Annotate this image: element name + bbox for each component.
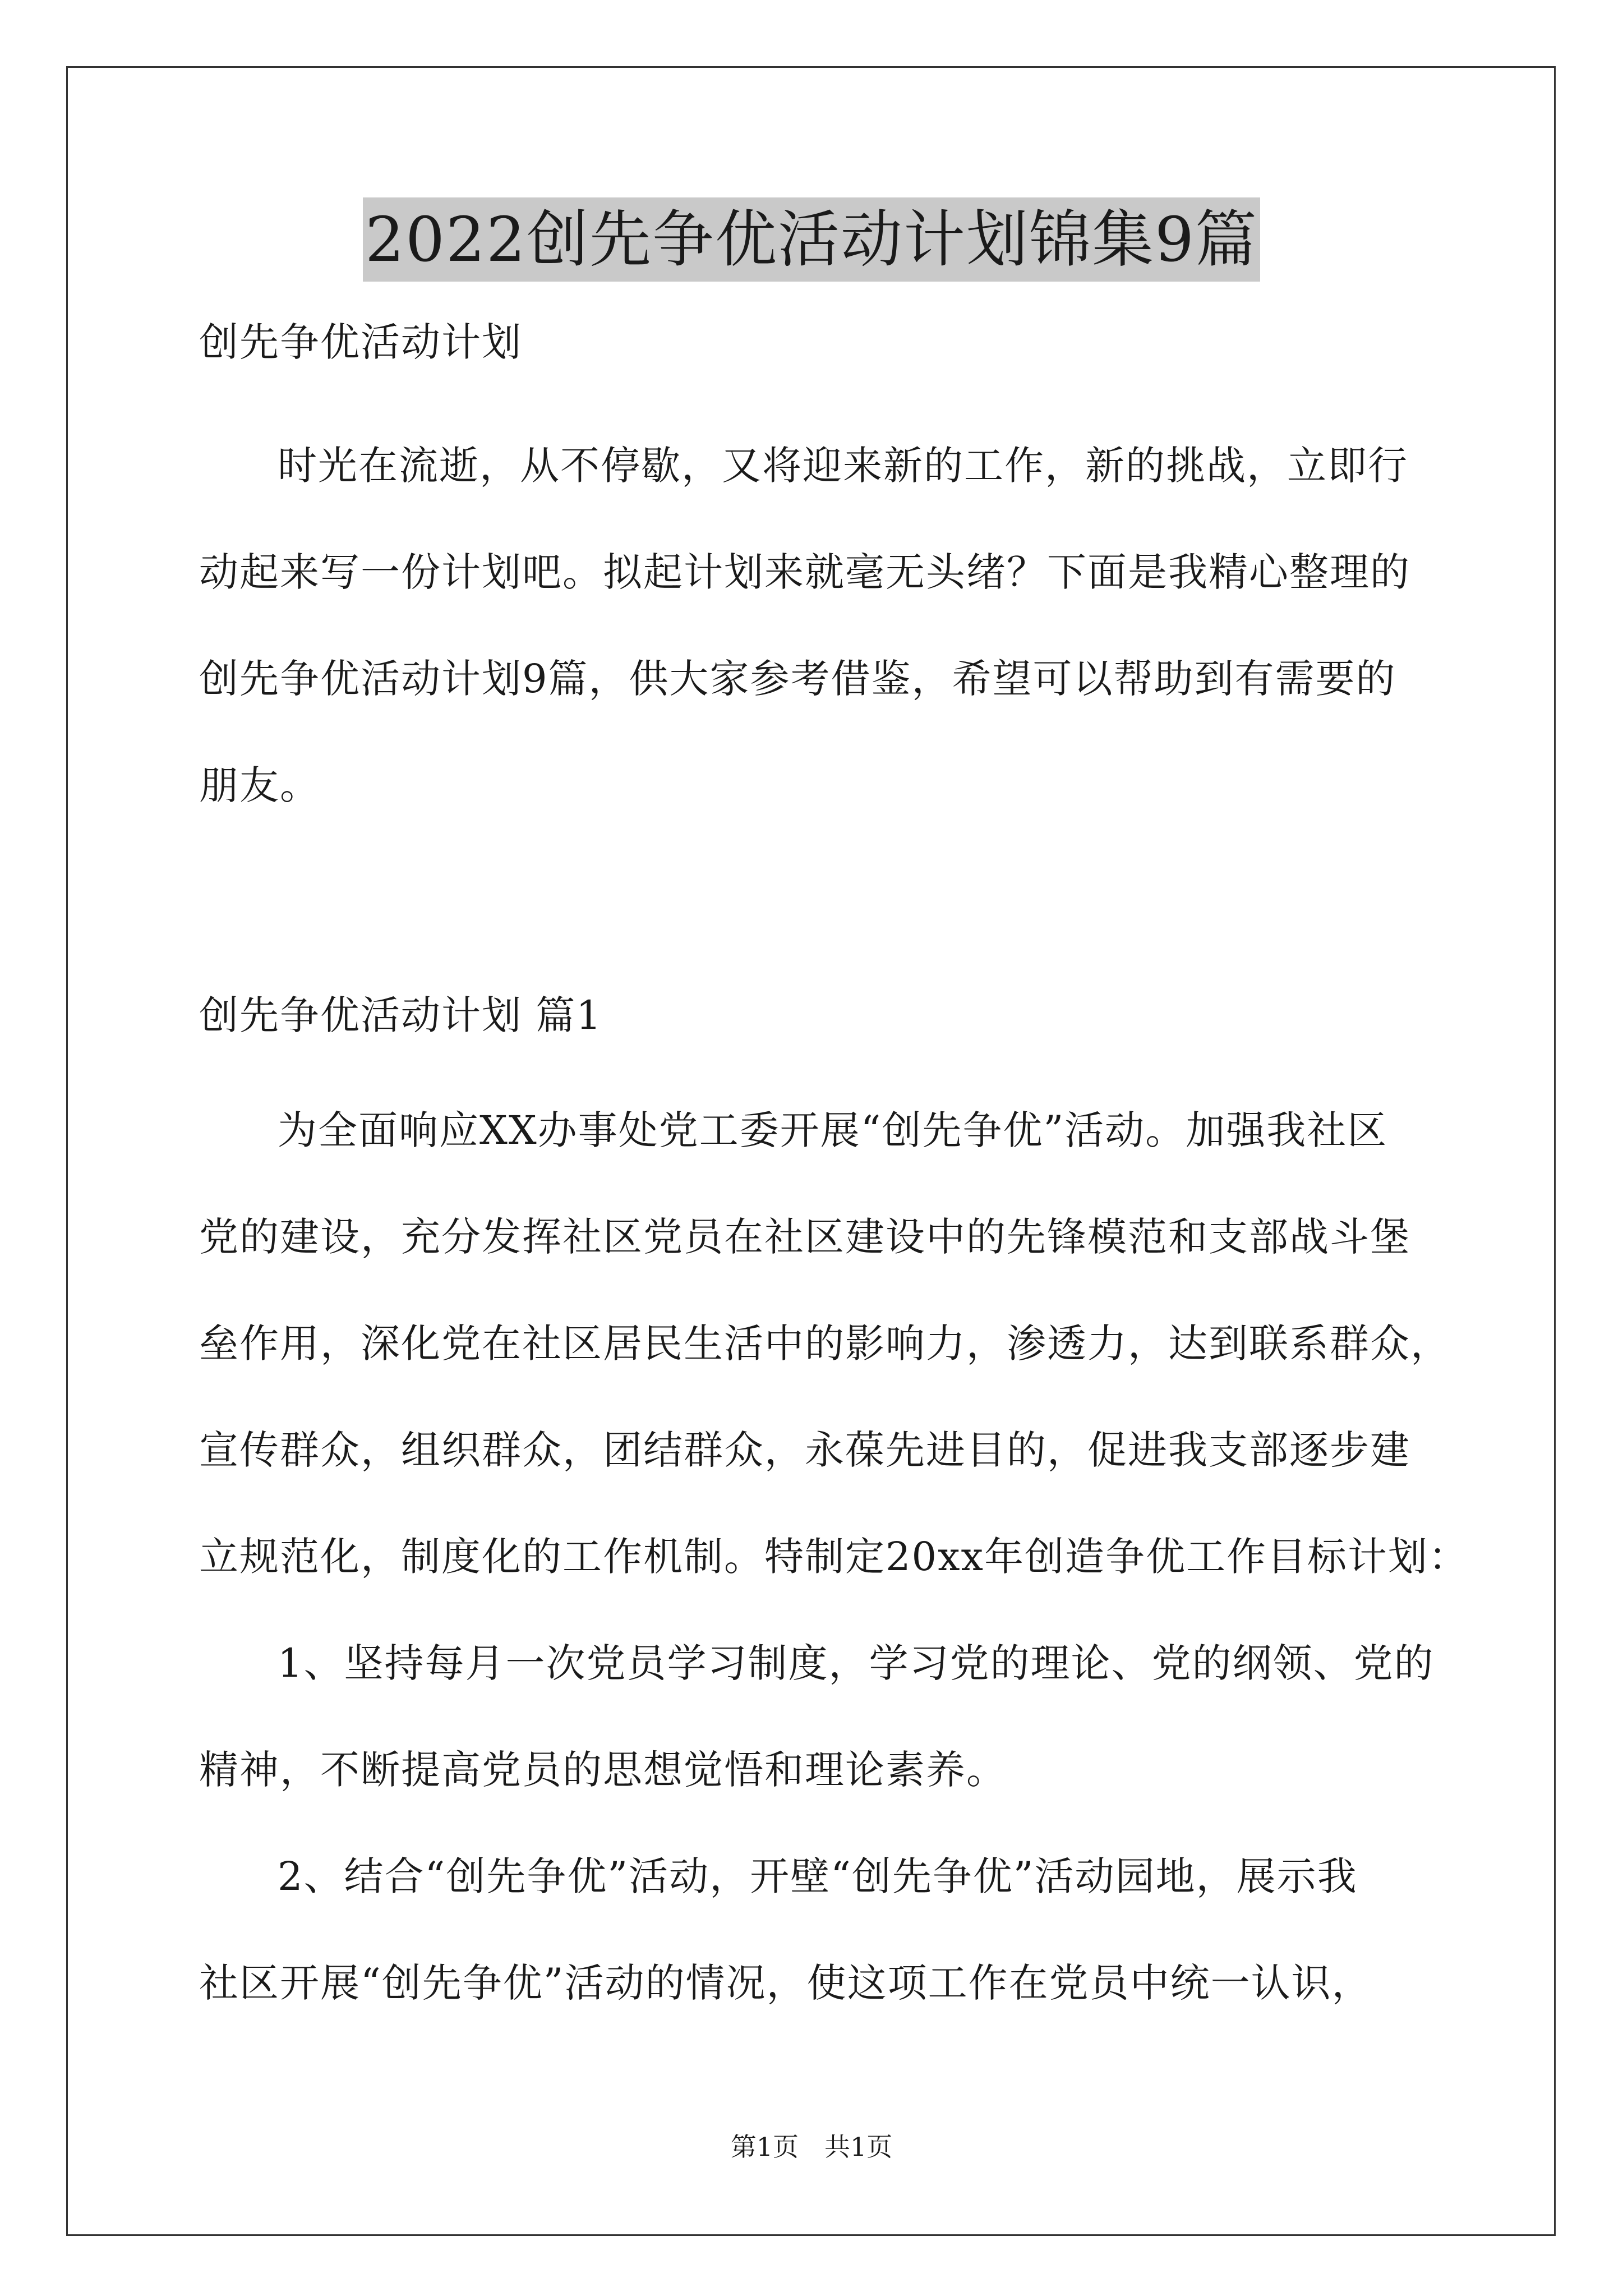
item2-line-2: 社区开展“创先争优”活动的情况，使这项工作在党员中统一认识， [199,1960,1372,2006]
section-line-2: 党的建设，充分发挥社区党员在社区建设中的先锋模范和支部战斗堡 [199,1214,1410,1260]
intro-line-2: 动起来写一份计划吧。拟起计划来就毫无头绪？下面是我精心整理的 [199,549,1410,595]
section-line-1: 为全面响应XX办事处党工委开展“创先争优”活动。加强我社区 [278,1107,1388,1153]
intro-line-3: 创先争优活动计划9篇，供大家参考借鉴，希望可以帮助到有需要的 [199,656,1396,702]
item2-line-1: 2、结合“创先争优”活动，开壁“创先争优”活动园地，展示我 [278,1853,1358,1899]
item1-line-1: 1、坚持每月一次党员学习制度，学习党的理论、党的纲领、党的 [278,1640,1435,1686]
subheading: 创先争优活动计划 [199,319,522,365]
page-footer: 第1页 共1页 [730,2132,893,2162]
item1-line-2: 精神，不断提高党员的思想觉悟和理论素养。 [199,1747,1007,1793]
document-title: 2022创先争优活动计划锦集9篇 [363,197,1260,282]
intro-line-1: 时光在流逝，从不停歇，又将迎来新的工作，新的挑战，立即行 [278,443,1408,489]
section-heading: 创先争优活动计划 篇1 [199,992,602,1038]
section-line-5: 立规范化，制度化的工作机制。特制定20xx年创造争优工作目标计划： [199,1534,1469,1580]
title-container [0,197,1623,282]
section-line-3: 垒作用，深化党在社区居民生活中的影响力，渗透力，达到联系群众， [199,1320,1451,1366]
section-line-4: 宣传群众，组织群众，团结群众，永葆先进目的，促进我支部逐步建 [199,1427,1410,1473]
intro-line-4: 朋友。 [199,762,320,808]
